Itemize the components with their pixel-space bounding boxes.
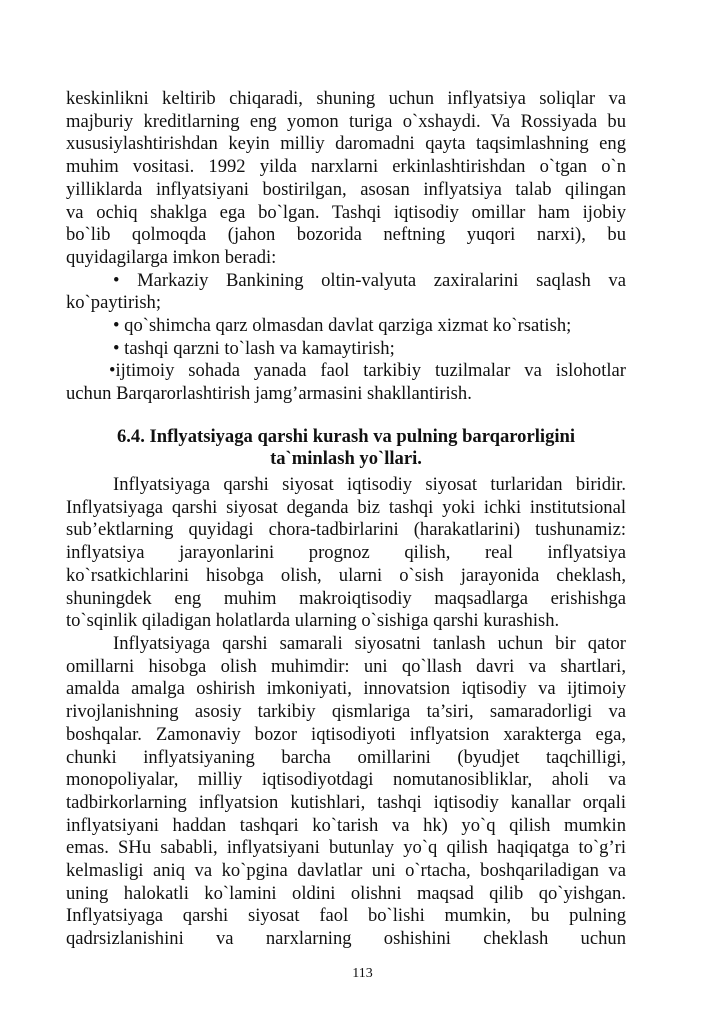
text-line: majburiy kreditlarning eng yomon turiga o`xshaydi. Va Rossiyada bu [66, 110, 626, 132]
text-line: keskinlikni keltirib chiqaradi, shuning uchun inflyatsiya soliqlar va [66, 88, 626, 109]
body-text-top [66, 88, 626, 270]
text-line: quyidagilarga imkon beradi: [66, 246, 277, 268]
section-heading-line: 6.4. Inflyatsiyaga qarshi kurash va pulning barqarorligini [116, 426, 576, 447]
text-line: muhim vositasi. 1992 yilda narxlarni erkinlashtirishdan o`tgan o`n [66, 156, 626, 178]
text-line: Inflyatsiyaga qarshi siyosat deganda biz tashqi yoki ichki institutsional [66, 496, 626, 518]
section-heading [66, 426, 626, 470]
text-line: uning halokatli ko`lamini oldini olishni maqsad qilib qo`yishgan. [66, 882, 626, 904]
text-line: to`sqinlik qiladigan holatlarda ularning o`sishiga qarshi kurashish. [66, 610, 560, 632]
bullet-item: • tashqi qarzni to`lash va kamaytirish; [113, 337, 395, 359]
paragraph-1 [66, 474, 626, 633]
bullet-item: •ijtimoiy sohada yanada faol tarkibiy tuzilmalar va islohotlar [109, 360, 626, 382]
text-line: boshqalar. Zamonaviy bozor iqtisodiyoti inflyatsion xarakterga ega, [66, 723, 626, 745]
text-line: inflyatsiya jarayonlarini prognoz qilish, real inflyatsiya [66, 542, 626, 564]
text-line: qadrsizlanishini va narxlarning oshishini cheklash uchun [66, 928, 626, 950]
text-line: sub’ektlarning quyidagi chora-tadbirlarini (harakatlarini) tushunamiz: [66, 519, 626, 541]
page-number: 113 [352, 966, 373, 981]
text-line: xususiylashtirishdan keyin milliy daromadni qayta taqsimlashning eng [66, 133, 626, 155]
bullet-item: • Markaziy Bankining oltin-valyuta zaxiralarini saqlash va [113, 269, 626, 291]
text-line: chunki inflyatsiyaning barcha omillarini (byudjet taqchilligi, [66, 746, 626, 768]
bullet-item-continuation: uchun Barqarorlashtirish jamg’armasini shakllantirish. [66, 383, 472, 405]
bullet-item: • qo`shimcha qarz olmasdan davlat qarziga xizmat ko`rsatish; [113, 315, 572, 336]
text-line: bo`lib qolmoqda (jahon bozorida neftning yuqori narxi), bu [66, 224, 626, 246]
text-line: ko`rsatkichlarini hisobga olish, ularni o`sish jarayonida cheklash, [66, 564, 626, 586]
text-line: tadbirkorlarning inflyatsion kutishlari, tashqi iqtisodiy kanallar orqali [66, 791, 626, 813]
paragraph-2 [66, 633, 626, 951]
text-line: amalda amalga oshirish imkoniyati, innovatsion iqtisodiy va ijtimoiy [66, 678, 626, 700]
text-line: monopoliyalar, milliy iqtisodiyotdagi nomutanosibliklar, aholi va [66, 769, 626, 791]
text-line: omillarni hisobga olish muhimdir: uni qo`llash davri va shartlari, [66, 655, 626, 677]
section-heading-line: ta`minlash yo`llari. [270, 447, 422, 469]
text-line: Inflyatsiyaga qarshi siyosat faol bo`lishi mumkin, bu pulning [66, 905, 626, 927]
bullet-item-continuation: ko`paytirish; [66, 292, 162, 314]
bullet-list [66, 270, 626, 406]
text-line: Inflyatsiyaga qarshi siyosat iqtisodiy siyosat turlaridan biridir. [113, 474, 626, 495]
text-line: kelmasligi aniq va ko`pgina davlatlar uni o`rtacha, boshqariladigan va [66, 860, 626, 882]
text-line: emas. SHu sababli, inflyatsiyani butunlay yo`q qilish haqiqatga to`g’ri [66, 837, 626, 859]
text-line: shuningdek eng muhim makroiqtisodiy maqsadlarga erishishga [66, 587, 626, 609]
text-line: Inflyatsiyaga qarshi samarali siyosatni tanlash uchun bir qator [113, 633, 626, 654]
text-line: yilliklarda inflyatsiyani bostirilgan, asosan inflyatsiya talab qilingan [66, 178, 626, 200]
text-line: rivojlanishning asosiy tarkibiy qismlariga ta’siri, samaradorligi va [66, 701, 626, 723]
text-line: va ochiq shaklga ega bo`lgan. Tashqi iqtisodiy omillar ham ijobiy [66, 201, 626, 223]
text-line: inflyatsiyani haddan tashqari ko`tarish va hk) yo`q qilish mumkin [66, 814, 626, 836]
